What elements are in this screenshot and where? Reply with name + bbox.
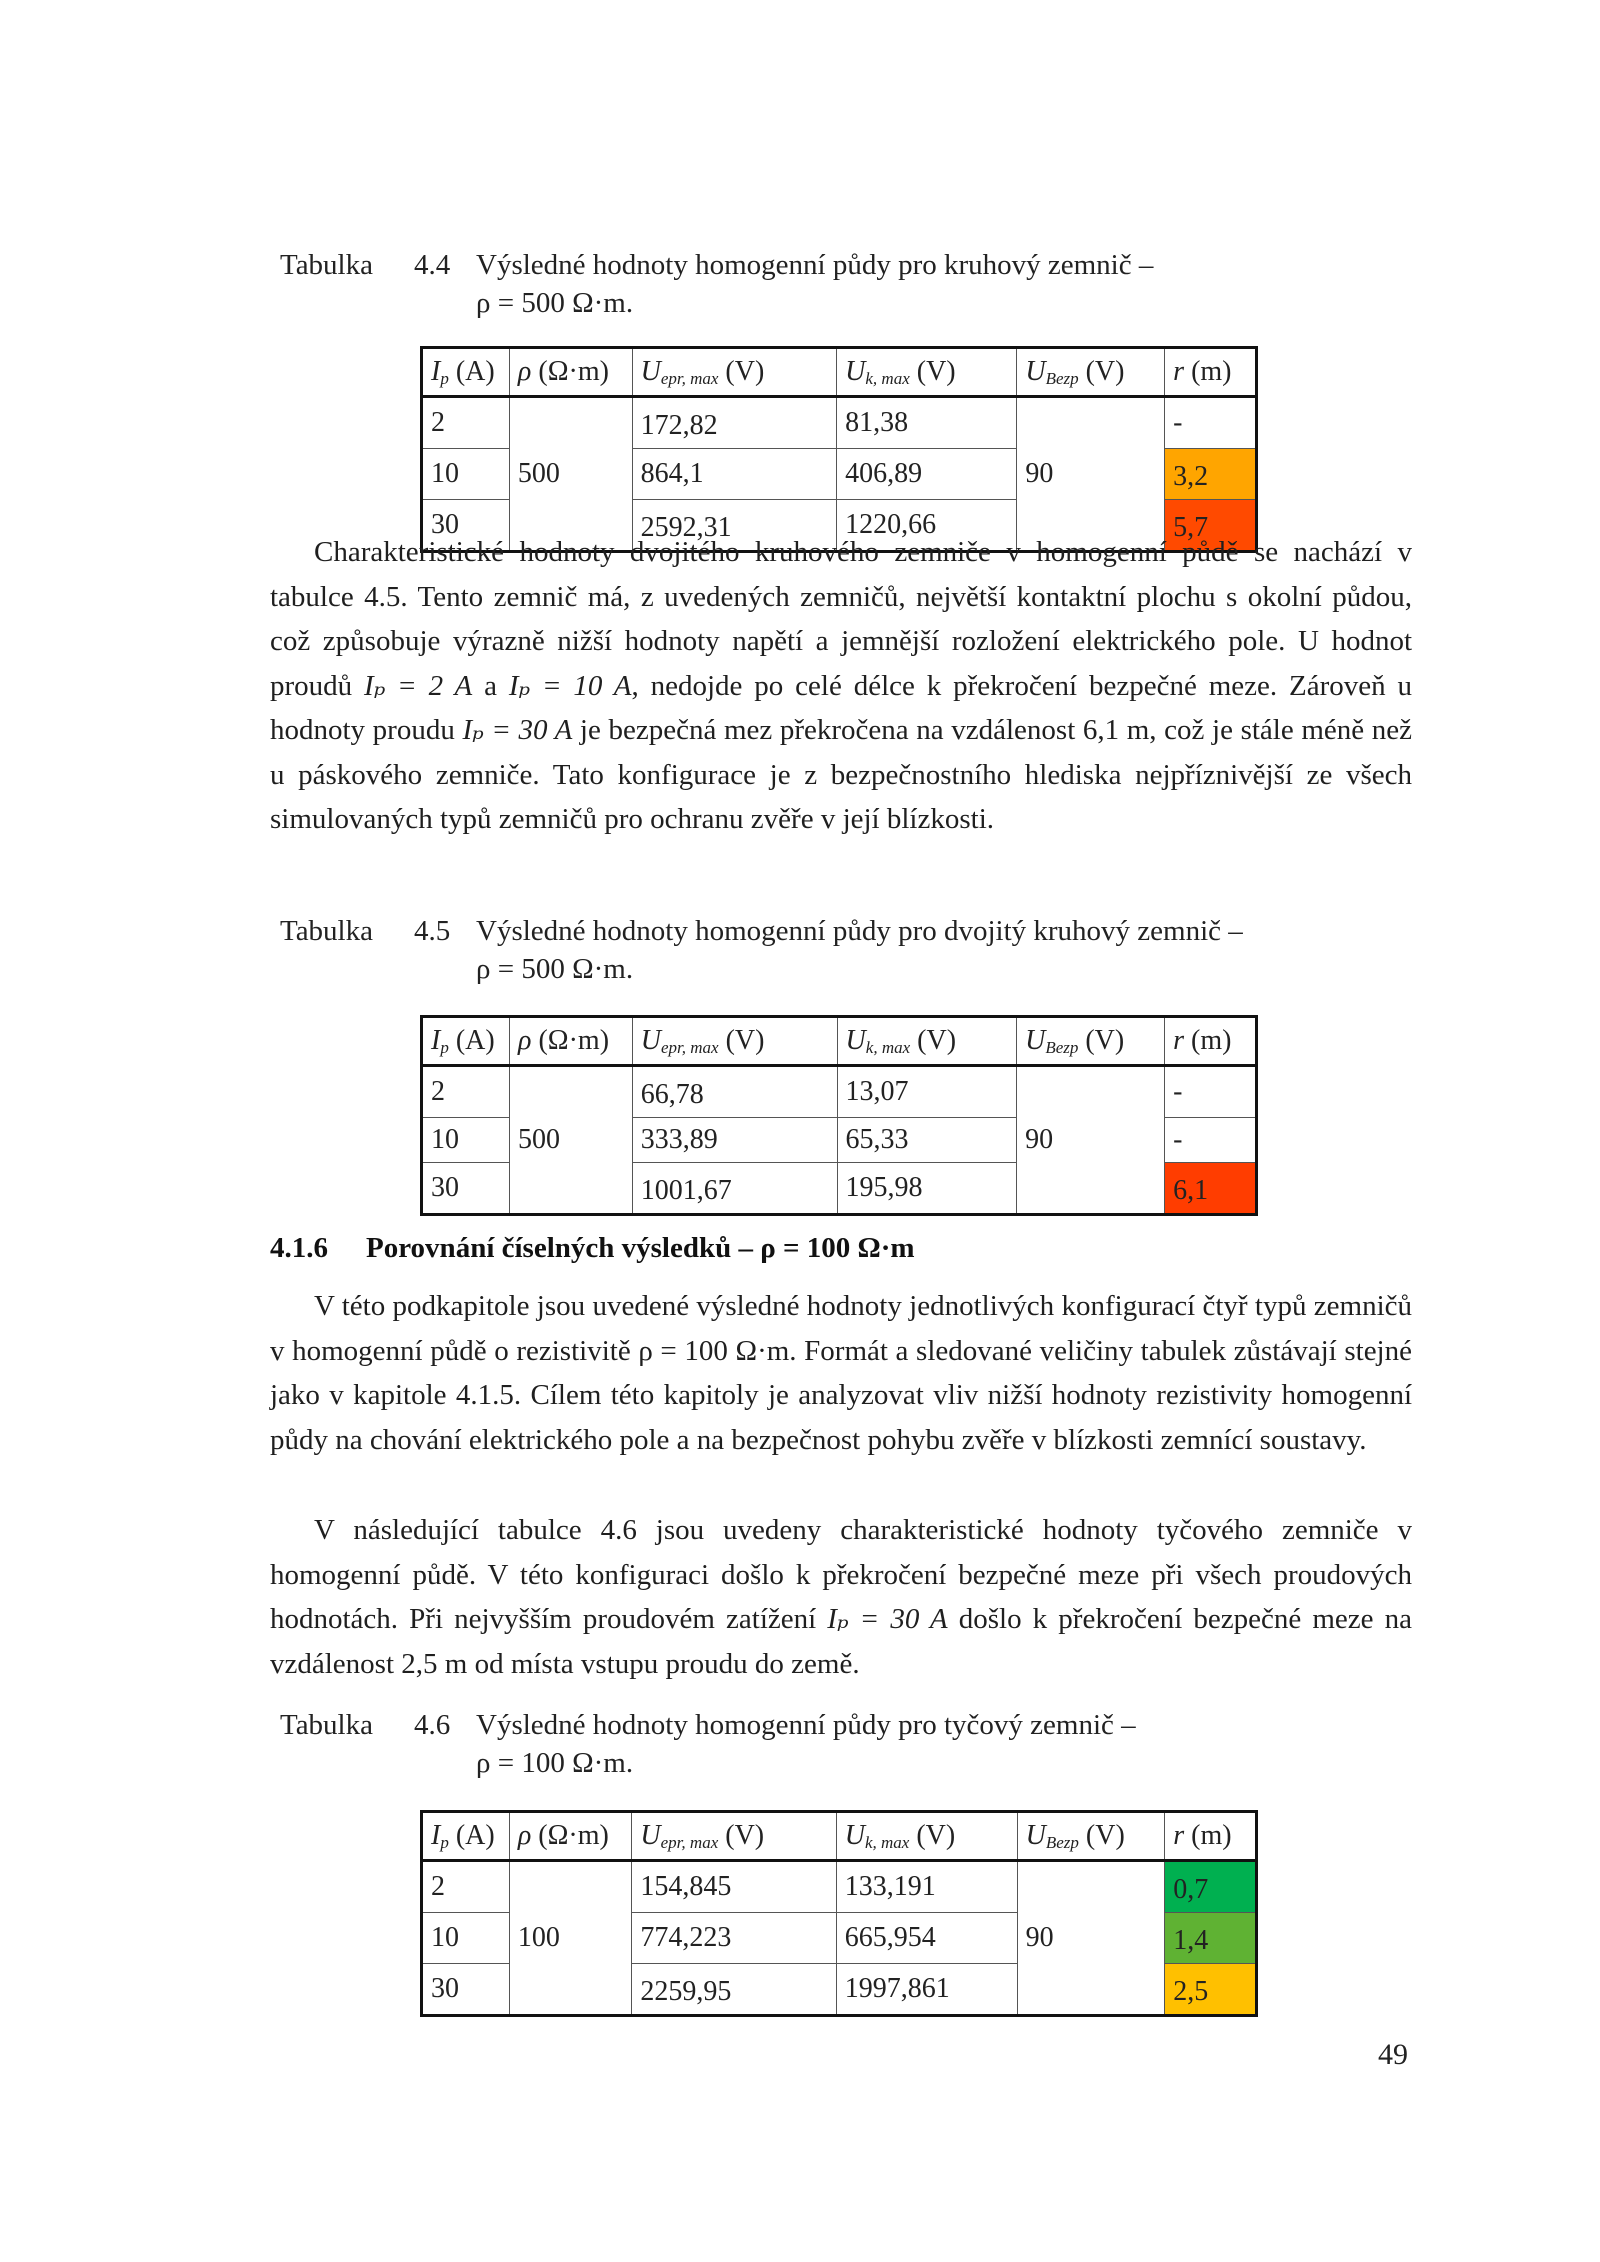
math-expression: Iₚ = 2 A bbox=[364, 669, 473, 702]
cell-ip: 10 bbox=[422, 1913, 510, 1964]
caption-number: 4.5 bbox=[414, 915, 451, 947]
table-4-4-caption bbox=[280, 246, 1153, 322]
cell-u-k-max: 13,07 bbox=[837, 1066, 1017, 1118]
paragraph-text: V následující tabulce 4.6 jsou uvedeny charakteristické hodnoty tyčového zemniče v homogenní půdě. V této konfiguraci došlo k překročení bezpečné meze při všech proudových hodnotách. Při nejvyšším proudovém zatížení Iₚ = 30 A došlo k překročení bezpečné meze na vzdálenost 2,5 m od místa vstupu proudu do země. bbox=[270, 1514, 1412, 1680]
cell-ip: 2 bbox=[422, 1066, 510, 1118]
cell-ip: 30 bbox=[422, 1964, 510, 2016]
paragraph-text: V této podkapitole jsou uvedené výsledné hodnoty jednotlivých konfigurací čtyř typů zemničů v homogenní půdě o rezistivitě ρ = 100 Ω·m. Formát a sledované veličiny tabulek zůstávají stejné jako v kapitole 4.1.5. Cílem této kapitoly je analyzovat vliv nižší hodnoty rezistivity homogenní půdy na chování elektrického pole a na bezpečnost pohybu zvěře v blízkosti zemnící soustavy. bbox=[270, 1290, 1412, 1456]
caption-text-line2: ρ = 100 Ω·m. bbox=[476, 1747, 634, 1779]
cell-u-k-max: 665,954 bbox=[836, 1913, 1017, 1964]
cell-r: 2,5 bbox=[1165, 1964, 1257, 2016]
caption-text-line2: ρ = 500 Ω·m. bbox=[476, 953, 634, 985]
cell-u-bezp: 90 bbox=[1017, 1066, 1165, 1215]
cell-u-epr-max: 333,89 bbox=[632, 1118, 837, 1163]
header-u-epr-max: $U_{epr, max}$ (V) bbox=[632, 1017, 837, 1066]
caption-label: Tabulka bbox=[280, 1709, 373, 1741]
table-row bbox=[422, 1066, 1257, 1118]
cell-ip: 2 bbox=[422, 1861, 510, 1913]
header-rho: ρ (Ω·m) bbox=[510, 1017, 633, 1066]
cell-ip: 2 bbox=[422, 397, 510, 449]
cell-u-k-max: 65,33 bbox=[837, 1118, 1017, 1163]
caption-number: 4.4 bbox=[414, 249, 451, 281]
header-u-k-max: $U_{k, max}$ (V) bbox=[836, 1812, 1017, 1861]
math-expression: Iₚ = 10 A bbox=[508, 669, 632, 702]
table-header-row bbox=[422, 348, 1257, 397]
math-expression: Iₚ = 30 A bbox=[462, 714, 573, 746]
header-r: r (m) bbox=[1165, 1812, 1257, 1861]
paragraph-2 bbox=[270, 1284, 1412, 1462]
cell-r: 5,7 bbox=[1165, 500, 1257, 552]
math-expression: Iₚ = 30 A bbox=[827, 1603, 948, 1635]
cell-u-epr-max: 1001,67 bbox=[632, 1163, 837, 1215]
header-u-bezp: $U_{Bezp}$ (V) bbox=[1017, 1812, 1165, 1861]
table-4-4 bbox=[420, 346, 1258, 553]
cell-u-k-max: 1220,66 bbox=[837, 500, 1017, 552]
cell-u-bezp: 90 bbox=[1017, 397, 1165, 552]
caption-label: Tabulka bbox=[280, 249, 373, 281]
caption-text: Výsledné hodnoty homogenní půdy pro tyčový zemnič – bbox=[476, 1709, 1136, 1741]
table-header-row bbox=[422, 1812, 1257, 1861]
header-u-bezp: $U_{Bezp}$ (V) bbox=[1017, 1017, 1165, 1066]
table-4-6-caption bbox=[280, 1706, 1136, 1782]
cell-rho: 500 bbox=[509, 397, 632, 552]
paragraph-text: Charakteristické hodnoty dvojitého kruhového zemniče v homogenní půdě se nachází v tabulce 4.5. Tento zemnič má, z uvedených zemničů, největší kontaktní plochu s okolní půdou, což způsobuje výrazně nižší hodnoty napětí a jemnější rozložení elektrického pole. U hodnot proudů Iₚ = 2 A a Iₚ = 10 A, nedojde po celé délce k překročení bezpečné meze. Zároveň u hodnoty proudu Iₚ = 30 A je bezpečná mez překročena na vzdálenost 6,1 m, což je stále méně než u páskového zemniče. Tato konfigurace je z bezpečnostního hlediska nejpříznivější ze všech simulovaných typů zemničů pro ochranu zvěře v její blízkosti. bbox=[270, 536, 1413, 835]
cell-rho: 500 bbox=[510, 1066, 633, 1215]
cell-u-k-max: 406,89 bbox=[837, 449, 1017, 500]
caption-text: Výsledné hodnoty homogenní půdy pro dvojitý kruhový zemnič – bbox=[476, 915, 1243, 947]
cell-u-epr-max: 864,1 bbox=[632, 449, 837, 500]
header-r: r (m) bbox=[1165, 348, 1257, 397]
paragraph-1 bbox=[270, 530, 1412, 842]
cell-u-epr-max: 66,78 bbox=[632, 1066, 837, 1118]
cell-ip: 30 bbox=[422, 1163, 510, 1215]
header-u-k-max: $U_{k, max}$ (V) bbox=[837, 348, 1017, 397]
section-title: Porovnání číselných výsledků – ρ = 100 Ω·m bbox=[366, 1232, 915, 1264]
caption-number: 4.6 bbox=[414, 1709, 451, 1741]
cell-rho: 100 bbox=[509, 1861, 632, 2016]
cell-u-k-max: 1997,861 bbox=[836, 1964, 1017, 2016]
section-number: 4.1.6 bbox=[270, 1232, 328, 1264]
table-4-6 bbox=[420, 1810, 1258, 2017]
cell-r: 1,4 bbox=[1165, 1913, 1257, 1964]
table-header-row bbox=[422, 1017, 1257, 1066]
cell-u-epr-max: 154,845 bbox=[632, 1861, 836, 1913]
cell-r: 0,7 bbox=[1165, 1861, 1257, 1913]
header-u-k-max: $U_{k, max}$ (V) bbox=[837, 1017, 1017, 1066]
table-4-5-caption bbox=[280, 912, 1243, 988]
cell-u-k-max: 195,98 bbox=[837, 1163, 1017, 1215]
cell-u-epr-max: 172,82 bbox=[632, 397, 837, 449]
cell-r: 6,1 bbox=[1165, 1163, 1257, 1215]
header-u-bezp: $U_{Bezp}$ (V) bbox=[1017, 348, 1165, 397]
cell-u-k-max: 81,38 bbox=[837, 397, 1017, 449]
header-u-epr-max: $U_{epr, max}$ (V) bbox=[632, 1812, 836, 1861]
cell-ip: 30 bbox=[422, 500, 510, 552]
cell-ip: 10 bbox=[422, 1118, 510, 1163]
cell-u-epr-max: 2259,95 bbox=[632, 1964, 836, 2016]
cell-r: - bbox=[1165, 1118, 1257, 1163]
header-ip: $I_p$ (A) bbox=[422, 1812, 510, 1861]
header-ip: $I_p$ (A) bbox=[422, 348, 510, 397]
cell-u-bezp: 90 bbox=[1017, 1861, 1165, 2016]
header-u-epr-max: $U_{epr, max}$ (V) bbox=[632, 348, 837, 397]
header-rho: ρ (Ω·m) bbox=[509, 348, 632, 397]
caption-label: Tabulka bbox=[280, 915, 373, 947]
table-4-5 bbox=[420, 1015, 1258, 1216]
cell-r: - bbox=[1165, 1066, 1257, 1118]
header-rho: ρ (Ω·m) bbox=[509, 1812, 632, 1861]
cell-u-k-max: 133,191 bbox=[836, 1861, 1017, 1913]
section-heading bbox=[270, 1232, 915, 1265]
cell-u-epr-max: 774,223 bbox=[632, 1913, 836, 1964]
cell-r: 3,2 bbox=[1165, 449, 1257, 500]
header-r: r (m) bbox=[1165, 1017, 1257, 1066]
cell-r: - bbox=[1165, 397, 1257, 449]
caption-text: Výsledné hodnoty homogenní půdy pro kruhový zemnič – bbox=[476, 249, 1154, 281]
table-row bbox=[422, 397, 1257, 449]
caption-text-line2: ρ = 500 Ω·m. bbox=[476, 287, 634, 319]
cell-ip: 10 bbox=[422, 449, 510, 500]
header-ip: $I_p$ (A) bbox=[422, 1017, 510, 1066]
paragraph-3 bbox=[270, 1508, 1412, 1686]
table-row bbox=[422, 1861, 1257, 1913]
cell-u-epr-max: 2592,31 bbox=[632, 500, 837, 552]
page-number: 49 bbox=[1378, 2038, 1408, 2071]
